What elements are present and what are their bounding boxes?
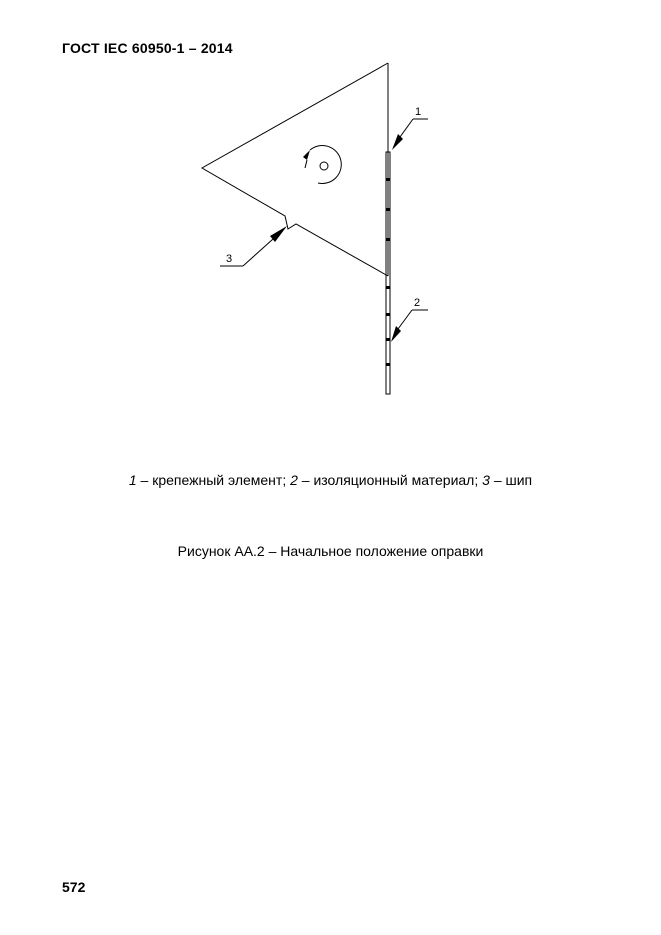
legend-text-1: – крепежный элемент;	[136, 472, 291, 488]
callout-label-3: 3	[226, 253, 233, 265]
center-circle	[320, 162, 328, 170]
page-number: 572	[62, 879, 86, 895]
rotation-arrowhead	[303, 150, 310, 160]
callout-label-1: 1	[415, 106, 422, 118]
rotation-arrow	[310, 145, 341, 183]
callout-label-2: 2	[414, 297, 421, 309]
legend-num-1: 1	[128, 472, 137, 488]
legend-text-3: – шип	[489, 472, 533, 488]
figure-caption: Рисунок АА.2 – Начальное положение оправки	[177, 543, 484, 559]
callout-3	[220, 226, 287, 266]
document-header: ГОСТ IEC 60950-1 – 2014	[62, 40, 233, 56]
legend-text-2: – изоляционный материал;	[297, 472, 483, 488]
legend-num-2: 2	[290, 472, 298, 488]
figure-legend	[0, 472, 661, 488]
mandrel-outline	[202, 63, 388, 276]
legend-num-3: 3	[482, 472, 490, 488]
callout-1	[392, 106, 428, 150]
callout-2	[391, 297, 428, 342]
